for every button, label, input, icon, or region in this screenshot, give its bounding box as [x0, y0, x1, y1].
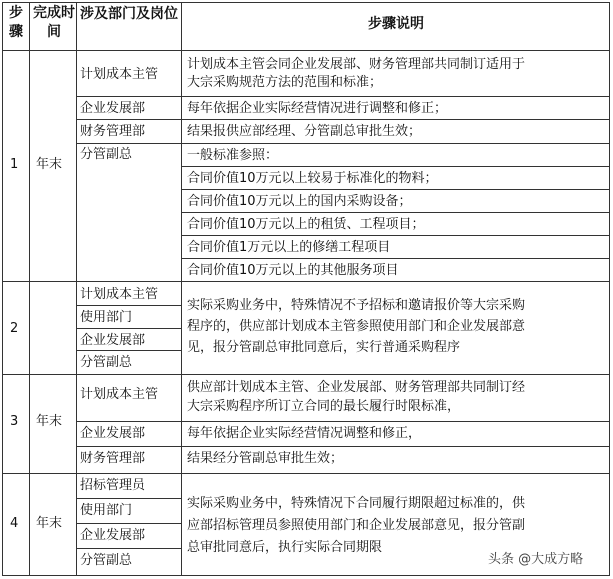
header-time: 完成时间 — [33, 5, 75, 40]
row2-dept-4: 分管副总 — [80, 355, 133, 370]
row4-desc-line: 总审批同意后，执行实际合同期限 — [187, 540, 383, 555]
row1-desc-line: 合同价值10万元以上的租赁、工程项目； — [187, 217, 425, 232]
row1-desc-line: 计划成本主管会同企业发展部、财务管理部共同制订适用于 — [187, 57, 526, 72]
row1-desc-line: 合同价值10万元以上的国内采购设备； — [187, 194, 412, 209]
row3-desc-line: 大宗采购程序所订立合同的最长履行时限标准， — [187, 399, 461, 414]
row4-step: 4 — [10, 516, 19, 531]
row4-dept-4: 分管副总 — [80, 553, 133, 568]
header-desc: 步骤说明 — [368, 16, 424, 32]
row4-dept-2: 使用部门 — [80, 503, 133, 518]
row2-step: 2 — [10, 321, 19, 336]
row3-dept-3: 财务管理部 — [80, 451, 146, 466]
row2-desc-line: 见，报分管副总审批同意后，实行普通采购程序 — [187, 340, 461, 355]
row3-desc-line: 供应部计划成本主管、企业发展部、财务管理部共同制订经 — [187, 380, 526, 395]
row1-desc-line: 一般标准参照： — [187, 148, 279, 163]
row1-time: 年末 — [36, 157, 63, 172]
row3-dept-1: 计划成本主管 — [80, 387, 159, 402]
row1-desc-line: 合同价值10万元以上较易于标准化的物料； — [187, 171, 438, 186]
row1-desc-line: 合同价值1万元以上的修缮工程项目 — [187, 240, 391, 255]
row4-dept-3: 企业发展部 — [80, 528, 146, 543]
row1-dept-2: 企业发展部 — [80, 101, 146, 116]
watermark: 头条 @大成方略 — [484, 546, 587, 569]
row2-dept-1: 计划成本主管 — [80, 287, 159, 302]
row2-dept-2: 使用部门 — [80, 310, 133, 325]
row1-dept-4: 分管副总 — [80, 147, 133, 162]
row3-time: 年末 — [36, 414, 63, 429]
row1-desc-line: 每年依据企业实际经营情况进行调整和修正； — [187, 101, 448, 116]
row4-dept-1: 招标管理员 — [80, 478, 146, 493]
row1-step: 1 — [10, 157, 19, 172]
row2-desc-line: 实际采购业务中，特殊情况不予招标和邀请报价等大宗采购 — [187, 298, 526, 313]
row3-dept-2: 企业发展部 — [80, 426, 146, 441]
header-step: 步骤 — [9, 5, 23, 40]
row1-desc-line: 合同价值10万元以上的其他服务项目 — [187, 263, 399, 278]
row1-desc-line: 结果报供应部经理、分管副总审批生效； — [187, 124, 422, 139]
row4-time: 年末 — [36, 516, 63, 531]
header-dept: 涉及部门及岗位 — [80, 6, 178, 22]
row1-dept-3: 财务管理部 — [80, 124, 146, 139]
row1-desc-line: 大宗采购规范方法的范围和标准； — [187, 75, 383, 90]
row4-desc-line: 应部招标管理员参照使用部门和企业发展部意见，报分管副 — [187, 518, 526, 533]
row4-desc-line: 实际采购业务中，特殊情况下合同履行期限超过标准的，供 — [187, 496, 526, 511]
row2-dept-3: 企业发展部 — [80, 333, 146, 348]
row3-step: 3 — [10, 414, 19, 429]
row3-desc-line: 结果经分管副总审批生效； — [187, 451, 344, 466]
row2-desc-line: 程序的，供应部计划成本主管参照使用部门和企业发展部意 — [187, 319, 526, 334]
row3-desc-line: 每年依据企业实际经营情况调整和修正， — [187, 426, 422, 441]
row1-dept-1: 计划成本主管 — [80, 67, 159, 82]
